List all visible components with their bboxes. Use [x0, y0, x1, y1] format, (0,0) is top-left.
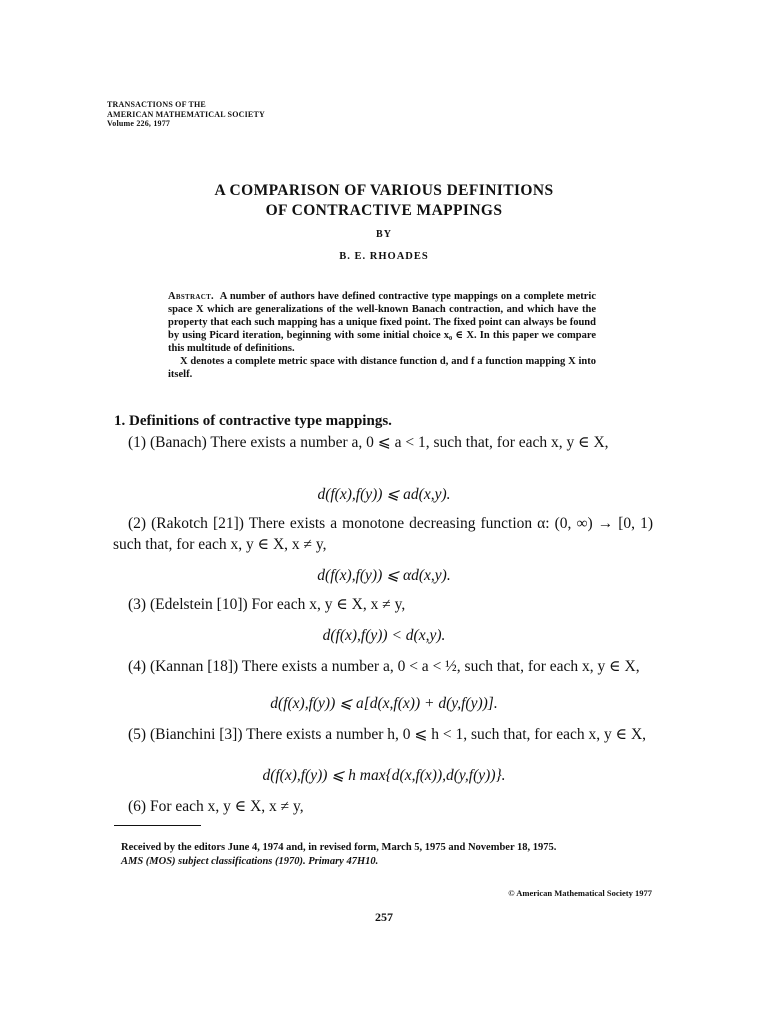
- journal-header: [107, 100, 265, 129]
- abstract-label: Abstract.: [168, 291, 214, 302]
- footnotes: [114, 841, 654, 869]
- footnote-received: Received by the editors June 4, 1974 and, in revised form, March 5, 1975 and November 18, 1975.: [121, 842, 557, 853]
- definition-item-4: [113, 656, 653, 677]
- journal-header-line3: Volume 226, 1977: [107, 119, 171, 128]
- definition-item-6-text: (6) For each x, y ∈ X, x ≠ y,: [128, 798, 304, 815]
- footnote-rule: [114, 825, 201, 826]
- equation-5: d(f(x),f(y)) ⩽ h max{d(x,f(x)),d(y,f(y))}.: [262, 767, 506, 784]
- copyright-notice: © American Mathematical Society 1977: [508, 888, 652, 898]
- byline: BY: [376, 229, 392, 240]
- abstract-text: A number of authors have defined contractive type mappings on a complete metric space X which are generalizations of the well-known Banach contraction, and which have the property that each such mapping has a unique fixed point. The fixed point can always be found by using Picard iteration, beginning with some initial choice x₀ ∈ X. In this paper we compare this multitude of definitions.: [168, 291, 596, 354]
- abstract: [168, 290, 596, 381]
- definition-item-2-text: (2) (Rakotch [21]) There exists a monotone decreasing function α: (0, ∞) → [0, 1) such that, for each x, y ∈ X, x ≠ y,: [113, 515, 653, 553]
- equation-4: d(f(x),f(y)) ⩽ a[d(x,f(x)) + d(y,f(y))].: [270, 695, 498, 712]
- paper-title-line1: A COMPARISON OF VARIOUS DEFINITIONS: [214, 182, 554, 199]
- equation-2: d(f(x),f(y)) ⩽ αd(x,y).: [317, 567, 451, 584]
- journal-header-line1: TRANSACTIONS OF THE: [107, 100, 206, 109]
- equation-3: d(f(x),f(y)) < d(x,y).: [322, 627, 446, 644]
- abstract-paragraph-1: [168, 290, 596, 355]
- page-number: 257: [375, 910, 393, 924]
- section-heading: 1. Definitions of contractive type mappings.: [114, 413, 392, 429]
- journal-header-line2: AMERICAN MATHEMATICAL SOCIETY: [107, 109, 265, 119]
- equation-1: d(f(x),f(y)) ⩽ ad(x,y).: [317, 486, 451, 503]
- definition-item-3-text: (3) (Edelstein [10]) For each x, y ∈ X, x ≠ y,: [128, 596, 406, 613]
- footnote-ams: AMS (MOS) subject classifications (1970). Primary 47H10.: [121, 856, 379, 867]
- definition-item-1-text: (1) (Banach) There exists a number a, 0 ⩽ a < 1, such that, for each x, y ∈ X,: [128, 434, 609, 451]
- paper-title-line2: OF CONTRACTIVE MAPPINGS: [265, 202, 503, 219]
- definition-item-4-text: (4) (Kannan [18]) There exists a number a, 0 < a < ½, such that, for each x, y ∈ X,: [128, 658, 640, 675]
- definition-item-6: [113, 796, 653, 817]
- definition-item-1: [113, 432, 653, 453]
- definition-item-2: [113, 513, 653, 555]
- definition-item-3: [113, 594, 653, 615]
- abstract-paragraph-2: X denotes a complete metric space with distance function d, and f a function mapping X into itself.: [168, 356, 596, 380]
- definition-item-5: [113, 724, 653, 745]
- definition-item-5-text: (5) (Bianchini [3]) There exists a number h, 0 ⩽ h < 1, such that, for each x, y ∈ X,: [128, 726, 647, 743]
- author-name: B. E. RHOADES: [339, 251, 429, 262]
